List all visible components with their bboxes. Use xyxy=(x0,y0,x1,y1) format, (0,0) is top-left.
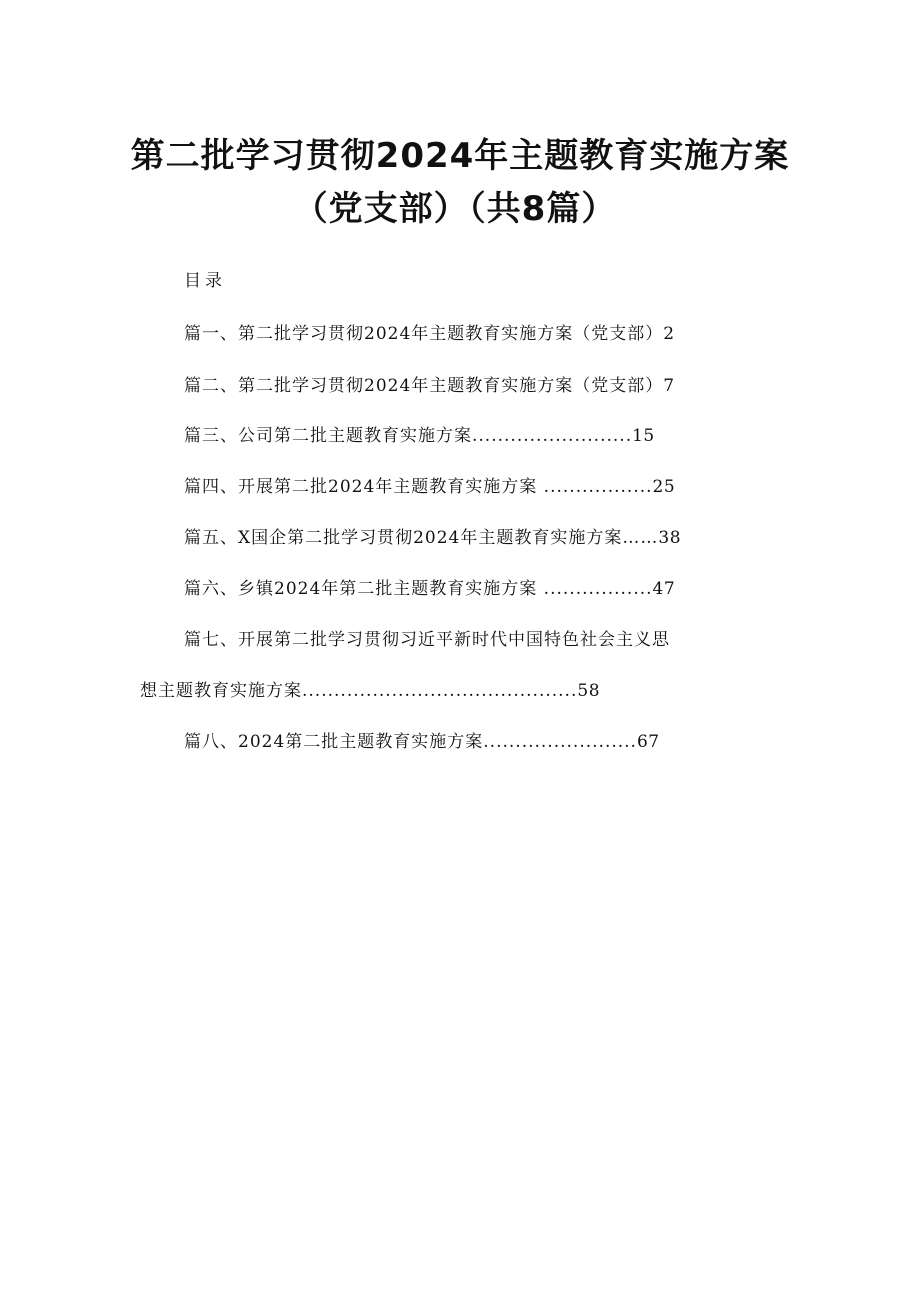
toc-entry-text: 篇一、第二批学习贯彻2024年主题教育实施方案（党支部） xyxy=(184,324,664,344)
toc-entry-leader: ......................... xyxy=(472,426,633,446)
toc-entry-7-continued[interactable] xyxy=(140,676,600,706)
toc-entry-leader: ................. xyxy=(537,477,653,497)
toc-entry-text: 篇七、开展第二批学习贯彻习近平新时代中国特色社会主义思 xyxy=(184,630,670,650)
toc-entry-page: 58 xyxy=(577,681,601,701)
toc-entry-page: 67 xyxy=(636,732,660,752)
toc-entry-text: 篇三、公司第二批主题教育实施方案 xyxy=(184,426,472,446)
toc-entry-text: 想主题教育实施方案 xyxy=(140,681,302,701)
toc-entry-8[interactable] xyxy=(184,727,660,757)
toc-entry-1[interactable] xyxy=(184,319,675,349)
toc-entry-text: 篇四、开展第二批2024年主题教育实施方案 xyxy=(184,477,538,497)
toc-entry-4[interactable] xyxy=(184,472,675,502)
toc-entry-text: 篇六、乡镇2024年第二批主题教育实施方案 xyxy=(184,579,538,599)
toc-entry-page: 7 xyxy=(663,376,675,396)
toc-heading: 目录 xyxy=(184,271,226,291)
toc-entry-text: 篇五、X国企第二批学习贯彻2024年主题教育实施方案 xyxy=(184,528,623,548)
toc-entry-5[interactable] xyxy=(184,523,681,553)
toc-entry-2[interactable] xyxy=(184,371,675,401)
toc-entry-page: 38 xyxy=(658,528,682,548)
toc-entry-page: 47 xyxy=(652,579,676,599)
title-line-2: （党支部）（共8篇） xyxy=(293,188,617,229)
toc-entry-6[interactable] xyxy=(184,574,675,604)
toc-entry-leader: ................. xyxy=(537,579,653,599)
toc-entry-leader: …… xyxy=(622,528,659,548)
toc-entry-text: 篇二、第二批学习贯彻2024年主题教育实施方案（党支部） xyxy=(184,376,664,396)
toc-entry-text: 篇八、2024第二批主题教育实施方案 xyxy=(184,732,484,752)
title-line-1: 第二批学习贯彻2024年主题教育实施方案 xyxy=(130,136,790,176)
toc-entry-page: 15 xyxy=(632,426,655,446)
toc-entry-page: 25 xyxy=(652,477,676,497)
toc-entry-leader: ........................................... xyxy=(302,681,578,701)
toc-entry-page: 2 xyxy=(663,324,675,344)
toc-entry-leader: ........................ xyxy=(483,732,637,752)
toc-entry-3[interactable] xyxy=(184,421,655,451)
document-title xyxy=(0,130,920,235)
toc-entry-7[interactable] xyxy=(184,625,670,655)
